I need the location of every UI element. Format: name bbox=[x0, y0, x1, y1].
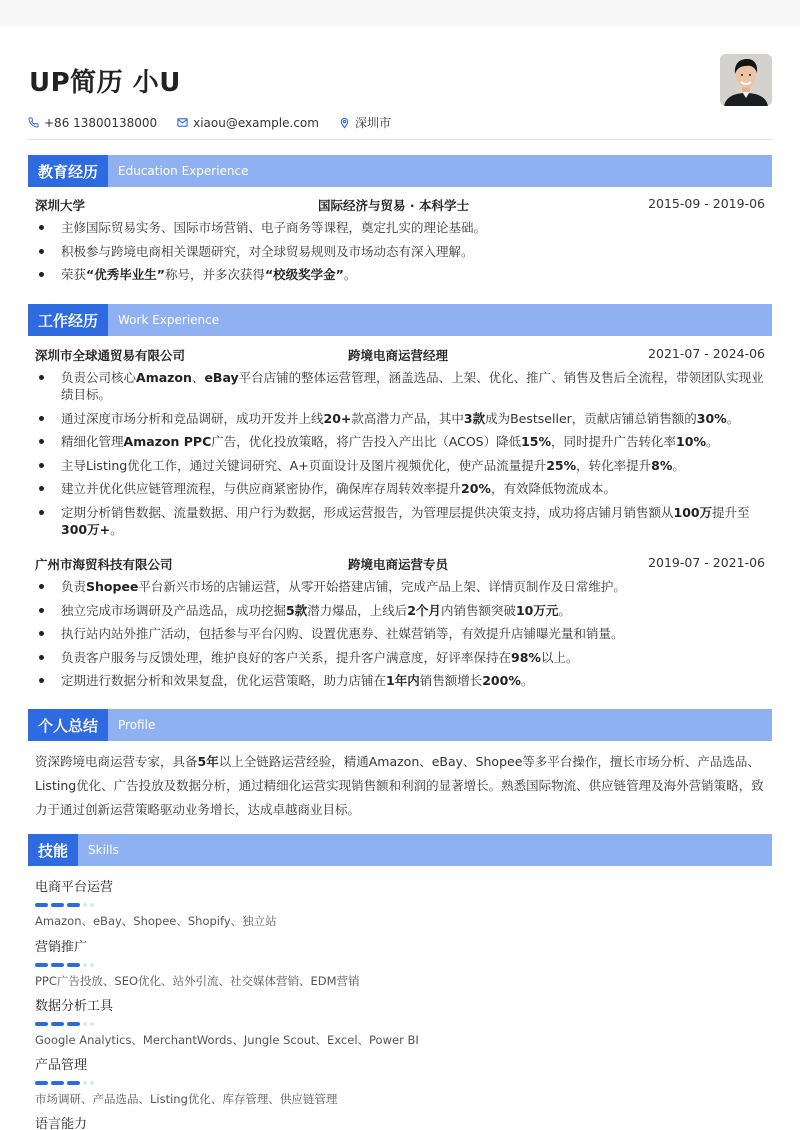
contact-email bbox=[177, 116, 319, 130]
section-title-zh: 技能 bbox=[28, 834, 78, 866]
contact-info bbox=[28, 114, 411, 131]
section-header-skills bbox=[28, 834, 772, 866]
list-item: 通过深度市场分析和竞品调研，成功开发并上线20+款高潜力产品，其中3款成为Bestseller，贡献店铺总销售额的30%。 bbox=[35, 410, 770, 427]
phone-icon bbox=[28, 117, 39, 128]
skill-name: 产品管理 bbox=[35, 1058, 88, 1073]
date-range: 2019-07 - 2021-06 bbox=[648, 555, 765, 570]
section-title-zh: 个人总结 bbox=[28, 709, 108, 741]
profile-summary: 资深跨境电商运营专家，具备5年以上全链路运营经验，精通Amazon、eBay、Shopee等多平台操作，擅长市场分析、产品选品、Listing优化、广告投放及数据分析，通过精细化运营实现销售额和利润的显著增长。熟悉国际物流、供应链管理及海外营销策略，致力于通过创新运营策略驱动业务增长，达成卓越商业目标。 bbox=[35, 754, 764, 817]
skill-desc: 市场调研、产品选品、Listing优化、库存管理、供应链管理 bbox=[35, 1092, 338, 1106]
skill-rating bbox=[35, 1078, 765, 1088]
skill-name: 营销推广 bbox=[35, 940, 88, 955]
company-name: 广州市海贸科技有限公司 bbox=[35, 557, 173, 572]
section-title-en: Skills bbox=[88, 843, 119, 857]
email-text: xiaou@example.com bbox=[193, 115, 319, 130]
section-header-profile bbox=[28, 709, 772, 741]
contact-phone bbox=[28, 116, 157, 130]
list-item: 负责公司核心Amazon、eBay平台店铺的整体运营管理，涵盖选品、上架、优化、推广、销售及售后全流程，带领团队实现业绩目标。 bbox=[35, 369, 770, 403]
avatar-photo-icon bbox=[720, 54, 772, 106]
section-title-en: Work Experience bbox=[118, 313, 220, 327]
skill-desc: PPC广告投放、SEO优化、站外引流、社交媒体营销、EDM营销 bbox=[35, 974, 360, 988]
mail-icon bbox=[177, 117, 188, 128]
location-pin-icon bbox=[339, 117, 350, 129]
skill-item bbox=[35, 995, 765, 1048]
list-item: 精细化管理Amazon PPC广告，优化投放策略，将广告投入产出比（ACOS）降低15%，同时提升广告转化率10%。 bbox=[35, 433, 770, 450]
education-entry-header bbox=[35, 196, 765, 216]
skill-item bbox=[35, 1054, 765, 1107]
list-item: 执行站内站外推广活动，包括参与平台闪购、设置优惠券、社媒营销等，有效提升店铺曝光量和销量。 bbox=[35, 625, 770, 642]
skill-rating bbox=[35, 960, 765, 970]
work-entry-header bbox=[35, 346, 765, 366]
skill-item bbox=[35, 1113, 765, 1130]
skill-rating bbox=[35, 900, 765, 910]
education-bullets bbox=[35, 219, 770, 290]
skill-desc: Google Analytics、MerchantWords、Jungle Scout、Excel、Power BI bbox=[35, 1033, 419, 1047]
avatar bbox=[720, 54, 772, 106]
section-title-zh: 教育经历 bbox=[28, 155, 108, 187]
resume-header bbox=[28, 52, 772, 140]
work-bullets-1 bbox=[35, 369, 770, 544]
skill-name: 电商平台运营 bbox=[35, 880, 114, 895]
skill-item bbox=[35, 876, 765, 929]
candidate-name: UP简历 小U bbox=[29, 68, 181, 98]
list-item: 定期进行数据分析和效果复盘，优化运营策略，助力店铺在1年内销售额增长200%。 bbox=[35, 672, 770, 689]
school-name: 深圳大学 bbox=[35, 198, 86, 213]
skill-desc: Amazon、eBay、Shopee、Shopify、独立站 bbox=[35, 914, 277, 928]
list-item: 荣获“优秀毕业生”称号，并多次获得“校级奖学金”。 bbox=[35, 266, 770, 283]
list-item: 定期分析销售数据、流量数据、用户行为数据，形成运营报告，为管理层提供决策支持，成功将店铺月销售额从100万提升至300万+。 bbox=[35, 504, 770, 538]
section-header-education bbox=[28, 155, 772, 187]
list-item: 负责Shopee平台新兴市场的店铺运营，从零开始搭建店铺，完成产品上架、详情页制作及日常维护。 bbox=[35, 578, 770, 595]
skill-name: 数据分析工具 bbox=[35, 999, 114, 1014]
section-header-work bbox=[28, 304, 772, 336]
skill-item bbox=[35, 936, 765, 989]
company-name: 深圳市全球通贸易有限公司 bbox=[35, 348, 186, 363]
skill-name: 语言能力 bbox=[35, 1117, 88, 1130]
section-title-en: Education Experience bbox=[118, 164, 249, 178]
job-title: 跨境电商运营经理 bbox=[348, 348, 449, 363]
job-title: 跨境电商运营专员 bbox=[348, 557, 449, 572]
date-range: 2015-09 - 2019-06 bbox=[648, 196, 765, 211]
list-item: 积极参与跨境电商相关课题研究，对全球贸易规则及市场动态有深入理解。 bbox=[35, 243, 770, 260]
major-degree: 国际经济与贸易 · 本科学士 bbox=[318, 198, 469, 213]
section-title-zh: 工作经历 bbox=[28, 304, 108, 336]
list-item: 主导Listing优化工作，通过关键词研究、A+页面设计及图片视频优化，使产品流量提升25%，转化率提升8%。 bbox=[35, 457, 770, 474]
contact-location bbox=[339, 114, 391, 131]
list-item: 负责客户服务与反馈处理，维护良好的客户关系，提升客户满意度，好评率保持在98%以上。 bbox=[35, 649, 770, 666]
top-bar bbox=[0, 0, 800, 26]
date-range: 2021-07 - 2024-06 bbox=[648, 346, 765, 361]
list-item: 主修国际贸易实务、国际市场营销、电子商务等课程，奠定扎实的理论基础。 bbox=[35, 219, 770, 236]
list-item: 独立完成市场调研及产品选品，成功挖掘5款潜力爆品，上线后2个月内销售额突破10万元。 bbox=[35, 602, 770, 619]
phone-text: +86 13800138000 bbox=[44, 115, 158, 130]
work-bullets-2 bbox=[35, 578, 770, 696]
location-text: 深圳市 bbox=[354, 116, 391, 130]
skill-rating bbox=[35, 1019, 765, 1029]
list-item: 建立并优化供应链管理流程，与供应商紧密协作，确保库存周转效率提升20%，有效降低物流成本。 bbox=[35, 480, 770, 497]
work-entry-header bbox=[35, 555, 765, 575]
section-title-en: Profile bbox=[118, 718, 156, 732]
